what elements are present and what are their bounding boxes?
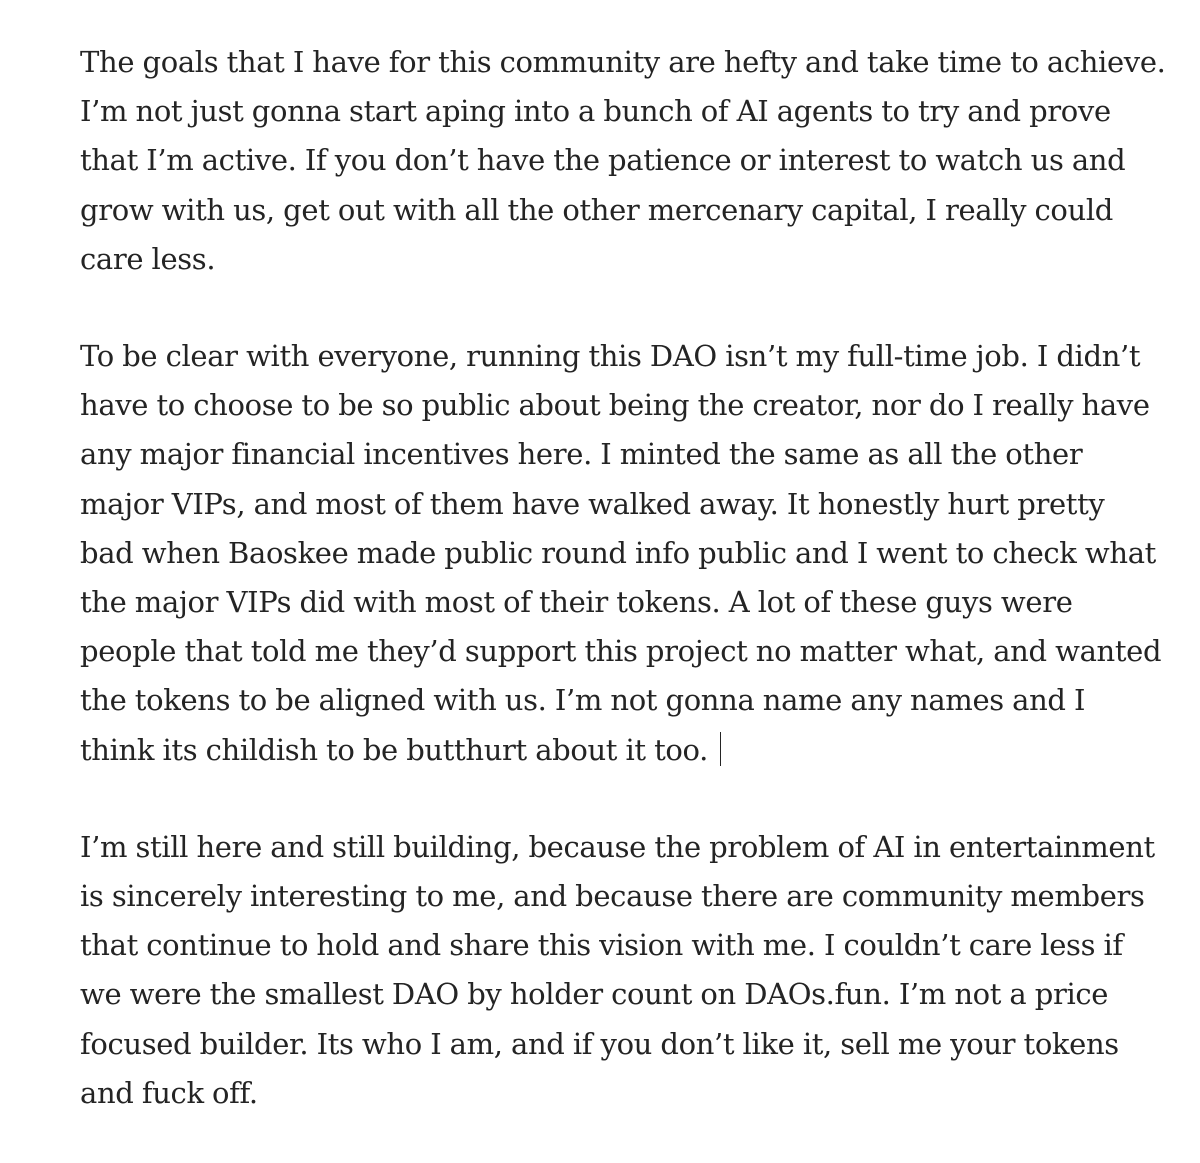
paragraph-2-line-4: major VIPs, and most of them have walked away. It honestly hurt pretty: [80, 486, 1105, 521]
paragraph-1-line-3: that I’m active. If you don’t have the patience or interest to watch us and: [80, 143, 1126, 178]
paragraph-3-line-3: that continue to hold and share this vision with me. I couldn’t care less if: [80, 928, 1123, 963]
paragraph-2-line-9: [80, 726, 1140, 775]
paragraph-1-line-2: I’m not just gonna start aping into a bunch of AI agents to try and prove: [80, 94, 1111, 129]
paragraph-2-line-5: bad when Baoskee made public round info public and I went to check what: [80, 535, 1156, 570]
paragraph-1-line-4: grow with us, get out with all the other mercenary capital, I really could: [80, 192, 1113, 227]
paragraph-2-line-3: any major financial incentives here. I minted the same as all the other: [80, 437, 1083, 472]
paragraph-3-line-1: I’m still here and still building, because the problem of AI in entertainment: [80, 829, 1155, 864]
paragraph-3[interactable]: [80, 823, 1155, 1118]
article-body[interactable]: [80, 38, 1166, 1118]
paragraph-2-line-2: have to choose to be so public about being the creator, nor do I really have: [80, 388, 1150, 423]
paragraph-1-line-1: The goals that I have for this community are hefty and take time to achieve.: [80, 45, 1166, 79]
paragraph-3-line-2: is sincerely interesting to me, and because there are community members: [80, 879, 1145, 914]
paragraph-2[interactable]: [80, 332, 1162, 775]
text-cursor: [720, 732, 721, 766]
paragraph-2-line-8: the tokens to be aligned with us. I’m not gonna name any names and I: [80, 683, 1086, 718]
paragraph-1-line-5: care less.: [80, 241, 216, 276]
paragraph-1[interactable]: [80, 38, 1166, 284]
paragraph-2-line-7: people that told me they’d support this project no matter what, and wanted: [80, 634, 1162, 669]
paragraph-2-line-6: the major VIPs did with most of their tokens. A lot of these guys were: [80, 585, 1073, 620]
paragraph-3-line-6: and fuck off.: [80, 1075, 258, 1110]
paragraph-2-line-9-text: think its childish to be butthurt about it too.: [80, 732, 708, 767]
paragraph-3-line-5: focused builder. Its who I am, and if you don’t like it, sell me your tokens: [80, 1026, 1119, 1061]
paragraph-2-line-1: To be clear with everyone, running this DAO isn’t my full-time job. I didn’t: [80, 339, 1141, 374]
paragraph-3-line-4: we were the smallest DAO by holder count on DAOs.fun. I’m not a price: [80, 977, 1109, 1012]
